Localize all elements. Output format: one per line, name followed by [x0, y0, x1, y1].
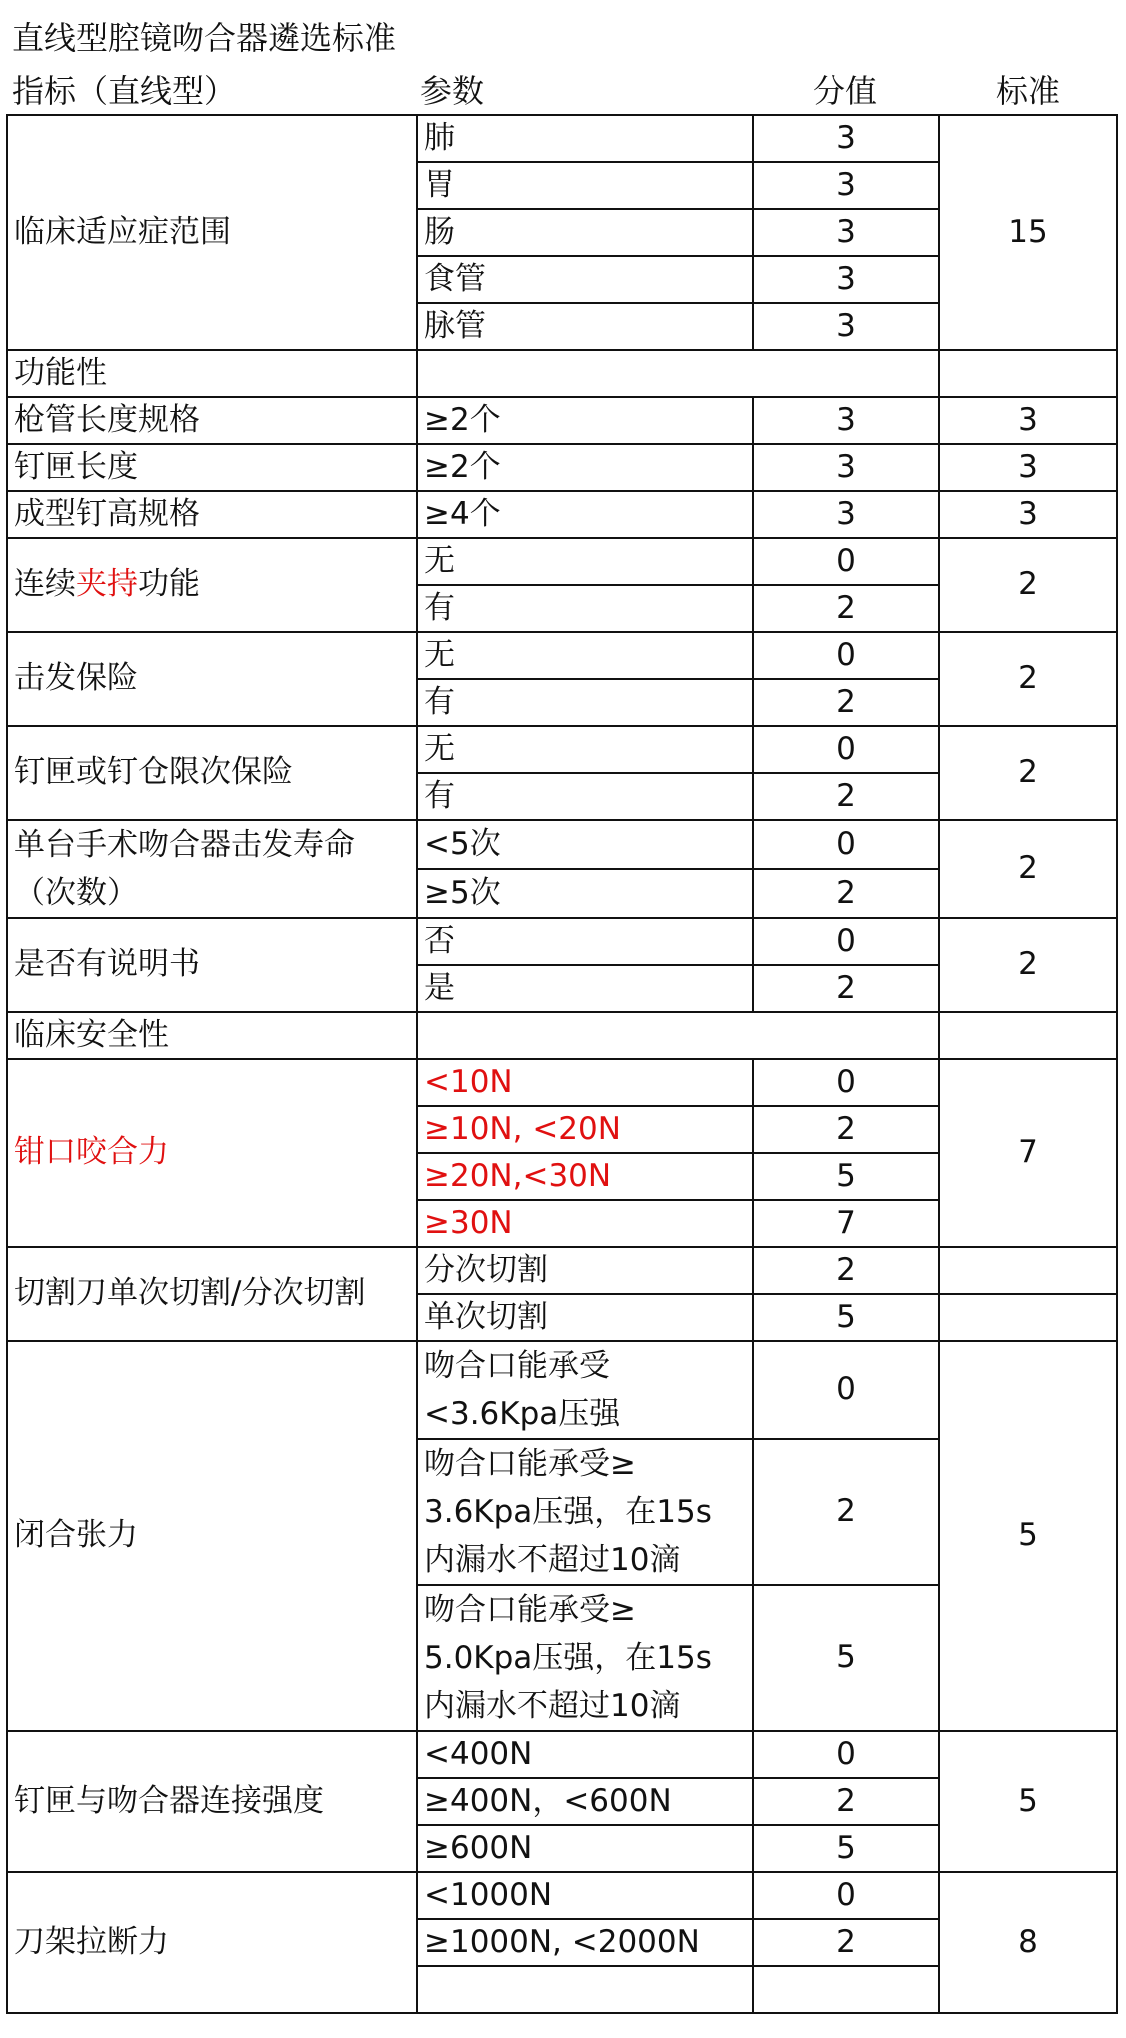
table-row: [7, 632, 1117, 679]
param-cell: [417, 1585, 753, 1731]
param-cell: 肺: [417, 115, 753, 162]
param-line: 内漏水不超过10滴: [424, 1688, 681, 1724]
score-cell: 0: [753, 632, 939, 679]
param-line: 吻合口能承受≥: [424, 1592, 636, 1628]
indicator-cell: 钉匣长度: [7, 444, 417, 491]
indicator-cell: 钉匣或钉仓限次保险: [7, 726, 417, 820]
table-row: [7, 444, 1117, 491]
param-line: 吻合口能承受≥: [424, 1446, 636, 1482]
indicator-cell: 是否有说明书: [7, 918, 417, 1012]
table-row: [7, 491, 1117, 538]
indicator-text: 连续: [14, 566, 76, 603]
score-cell: 0: [753, 820, 939, 869]
indicator-text: 功能: [138, 566, 200, 603]
param-cell: ≥5次: [417, 869, 753, 918]
table-row: [7, 1731, 1117, 1778]
param-cell: 胃: [417, 162, 753, 209]
param-cell: <5次: [417, 820, 753, 869]
param-cell: ≥400N，<600N: [417, 1778, 753, 1825]
header-param: 参数: [420, 72, 485, 110]
param-cell: 无: [417, 726, 753, 773]
score-cell: 2: [753, 1919, 939, 1966]
indicator-cell: [7, 538, 417, 632]
param-cell: [417, 1439, 753, 1585]
param-cell: 是: [417, 965, 753, 1012]
header-standard: 标准: [995, 72, 1060, 110]
score-cell: 2: [753, 1106, 939, 1153]
score-cell: 2: [753, 679, 939, 726]
score-cell: 0: [753, 726, 939, 773]
score-cell: 5: [753, 1153, 939, 1200]
score-cell: 2: [753, 773, 939, 820]
table-row: [7, 1341, 1117, 1439]
score-cell: 0: [753, 1341, 939, 1439]
standard-cell: 2: [939, 538, 1117, 632]
criteria-table: [6, 114, 1118, 2014]
param-cell: 有: [417, 679, 753, 726]
param-cell: ≥10N, <20N: [417, 1106, 753, 1153]
param-cell: [417, 1966, 753, 2013]
standard-cell: 7: [939, 1059, 1117, 1247]
score-cell: 2: [753, 1778, 939, 1825]
table-row: [7, 115, 1117, 162]
score-cell: 5: [753, 1825, 939, 1872]
table-row: [7, 1059, 1117, 1106]
param-cell: [417, 1341, 753, 1439]
indicator-cell: 枪管长度规格: [7, 397, 417, 444]
param-cell: 否: [417, 918, 753, 965]
header-score: 分值: [812, 72, 877, 110]
score-cell: [753, 1966, 939, 2013]
page-title: 直线型腔镜吻合器遴选标准: [12, 19, 397, 57]
indicator-cell: 刀架拉断力: [7, 1872, 417, 2013]
score-cell: 0: [753, 1059, 939, 1106]
param-cell: ≥20N,<30N: [417, 1153, 753, 1200]
param-cell: 食管: [417, 256, 753, 303]
standard-cell: 8: [939, 1872, 1117, 2013]
param-cell: 无: [417, 632, 753, 679]
param-line: 5.0Kpa压强，在15s: [424, 1640, 712, 1676]
score-cell: 3: [753, 209, 939, 256]
standard-cell: [939, 1012, 1117, 1059]
table-row: [7, 918, 1117, 965]
indicator-cell: 切割刀单次切割/分次切割: [7, 1247, 417, 1341]
param-line: 内漏水不超过10滴: [424, 1542, 681, 1578]
table-row: [7, 397, 1117, 444]
param-cell: 无: [417, 538, 753, 585]
score-cell: 3: [753, 256, 939, 303]
score-cell: 3: [753, 115, 939, 162]
indicator-cell: [7, 820, 417, 918]
standard-cell: 3: [939, 397, 1117, 444]
score-cell: 0: [753, 918, 939, 965]
score-cell: 2: [753, 585, 939, 632]
param-cell: 有: [417, 773, 753, 820]
indicator-cell: 钉匣与吻合器连接强度: [7, 1731, 417, 1872]
indicator-line: （次数）: [14, 875, 138, 911]
param-line: <3.6Kpa压强: [424, 1396, 621, 1432]
indicator-cell: 成型钉高规格: [7, 491, 417, 538]
standard-cell: 5: [939, 1731, 1117, 1872]
param-cell: <1000N: [417, 1872, 753, 1919]
table-row: [7, 1872, 1117, 1919]
param-cell: 脉管: [417, 303, 753, 350]
score-cell: 3: [753, 444, 939, 491]
standard-cell: 3: [939, 444, 1117, 491]
indicator-cell: 闭合张力: [7, 1341, 417, 1731]
indicator-cell: 钳口咬合力: [7, 1059, 417, 1247]
section-row: [7, 1012, 1117, 1059]
indicator-cell: 临床适应症范围: [7, 115, 417, 350]
param-line: 3.6Kpa压强，在15s: [424, 1494, 712, 1530]
standard-cell: [939, 1294, 1117, 1341]
param-cell: ≥600N: [417, 1825, 753, 1872]
standard-cell: 5: [939, 1341, 1117, 1731]
score-cell: 0: [753, 538, 939, 585]
score-cell: 7: [753, 1200, 939, 1247]
standard-cell: [939, 1247, 1117, 1294]
indicator-highlight: 夹持: [76, 566, 138, 603]
score-cell: 3: [753, 162, 939, 209]
standard-cell: 2: [939, 820, 1117, 918]
param-cell: [417, 1012, 939, 1059]
score-cell: 3: [753, 303, 939, 350]
param-cell: ≥4个: [417, 491, 753, 538]
score-cell: 3: [753, 491, 939, 538]
param-cell: 分次切割: [417, 1247, 753, 1294]
indicator-line: 单台手术吻合器击发寿命: [14, 827, 355, 863]
param-cell: ≥30N: [417, 1200, 753, 1247]
indicator-cell: 击发保险: [7, 632, 417, 726]
param-cell: 单次切割: [417, 1294, 753, 1341]
standard-cell: 2: [939, 918, 1117, 1012]
standard-cell: 2: [939, 632, 1117, 726]
param-cell: 有: [417, 585, 753, 632]
score-cell: 0: [753, 1731, 939, 1778]
param-cell: <10N: [417, 1059, 753, 1106]
score-cell: 2: [753, 1439, 939, 1585]
table-row: [7, 820, 1117, 869]
param-cell: <400N: [417, 1731, 753, 1778]
table-row: [7, 1247, 1117, 1294]
section-row: [7, 350, 1117, 397]
standard-cell: 15: [939, 115, 1117, 350]
score-cell: 5: [753, 1294, 939, 1341]
table-row: [7, 538, 1117, 585]
score-cell: 2: [753, 869, 939, 918]
param-line: 吻合口能承受: [424, 1348, 610, 1384]
score-cell: 0: [753, 1872, 939, 1919]
score-cell: 3: [753, 397, 939, 444]
section-label: 临床安全性: [7, 1012, 417, 1059]
header-indicator: 指标（直线型）: [12, 72, 237, 110]
section-label: 功能性: [7, 350, 417, 397]
table-row: [7, 726, 1117, 773]
standard-cell: [939, 350, 1117, 397]
standard-cell: 3: [939, 491, 1117, 538]
score-cell: 2: [753, 1247, 939, 1294]
param-cell: ≥2个: [417, 444, 753, 491]
score-cell: 2: [753, 965, 939, 1012]
param-cell: [417, 350, 939, 397]
param-cell: ≥1000N, <2000N: [417, 1919, 753, 1966]
param-cell: 肠: [417, 209, 753, 256]
standard-cell: 2: [939, 726, 1117, 820]
param-cell: ≥2个: [417, 397, 753, 444]
score-cell: 5: [753, 1585, 939, 1731]
